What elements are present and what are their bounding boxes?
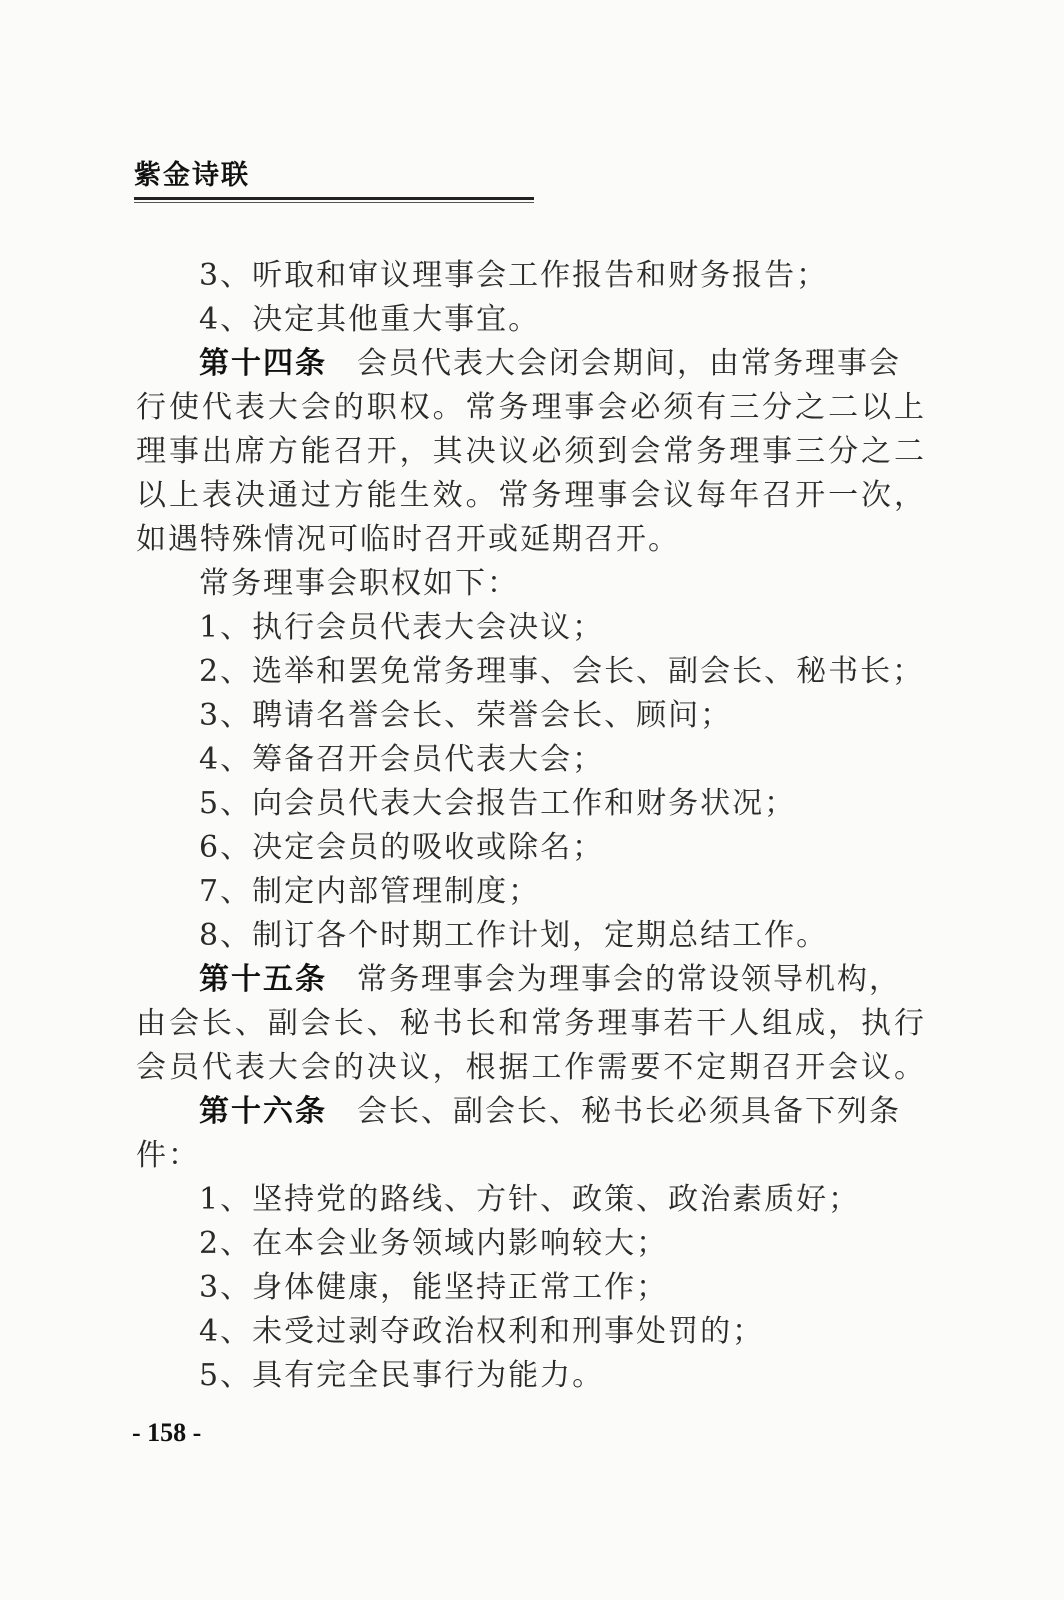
list-item: 3、身体健康，能坚持正常工作； (199, 1270, 669, 1305)
text-line: 如遇特殊情况可临时召开或延期召开。 (136, 522, 680, 557)
article-16-line (136, 1090, 926, 1134)
text-line: 件： (136, 1138, 200, 1173)
article-14-line (136, 342, 926, 386)
article-14-text: 会员代表大会闭会期间，由常务理事会 (357, 346, 901, 381)
page-header (134, 160, 534, 203)
text-line: 会员代表大会的决议，根据工作需要不定期召开会议。 (136, 1050, 926, 1085)
body-text (136, 254, 926, 1398)
list-item: 7、制定内部管理制度； (199, 874, 541, 909)
list-item: 5、具有完全民事行为能力。 (199, 1358, 605, 1393)
list-item: 1、执行会员代表大会决议； (199, 610, 605, 645)
list-item: 8、制订各个时期工作计划，定期总结工作。 (199, 918, 829, 953)
list-item: 6、决定会员的吸收或除名； (199, 830, 605, 865)
header-rule-thin (134, 202, 534, 203)
list-item: 3、聘请名誉会长、荣誉会长、顾问； (199, 698, 733, 733)
text-line: 由会长、副会长、秘书长和常务理事若干人组成，执行 (136, 1006, 926, 1041)
list-item: 4、未受过剥夺政治权利和刑事处罚的； (199, 1314, 765, 1349)
text-line: 3、听取和审议理事会工作报告和财务报告； (199, 258, 829, 293)
text-line: 理事出席方能召开，其决议必须到会常务理事三分之二 (136, 434, 926, 469)
page-number: - 158 - (132, 1418, 202, 1447)
list-item: 2、在本会业务领域内影响较大； (199, 1226, 669, 1261)
powers-intro: 常务理事会职权如下： (199, 566, 519, 601)
text-line: 行使代表大会的职权。常务理事会必须有三分之二以上 (136, 390, 926, 425)
list-item: 1、坚持党的路线、方针、政策、政治素质好； (199, 1182, 861, 1217)
article-16-number: 第十六条 (199, 1094, 327, 1129)
article-15-line (136, 958, 926, 1002)
text-line: 4、决定其他重大事宜。 (199, 302, 541, 337)
header-rule (134, 197, 534, 200)
running-title: 紫金诗联 (134, 160, 250, 191)
text-line: 以上表决通过方能生效。常务理事会议每年召开一次， (136, 478, 926, 513)
article-14-number: 第十四条 (199, 346, 327, 381)
article-15-text: 常务理事会为理事会的常设领导机构， (357, 962, 901, 997)
list-item: 5、向会员代表大会报告工作和财务状况； (199, 786, 797, 821)
list-item: 2、选举和罢免常务理事、会长、副会长、秘书长； (199, 654, 925, 689)
article-16-text: 会长、副会长、秘书长必须具备下列条 (357, 1094, 901, 1129)
list-item: 4、筹备召开会员代表大会； (199, 742, 605, 777)
article-15-number: 第十五条 (199, 962, 327, 997)
